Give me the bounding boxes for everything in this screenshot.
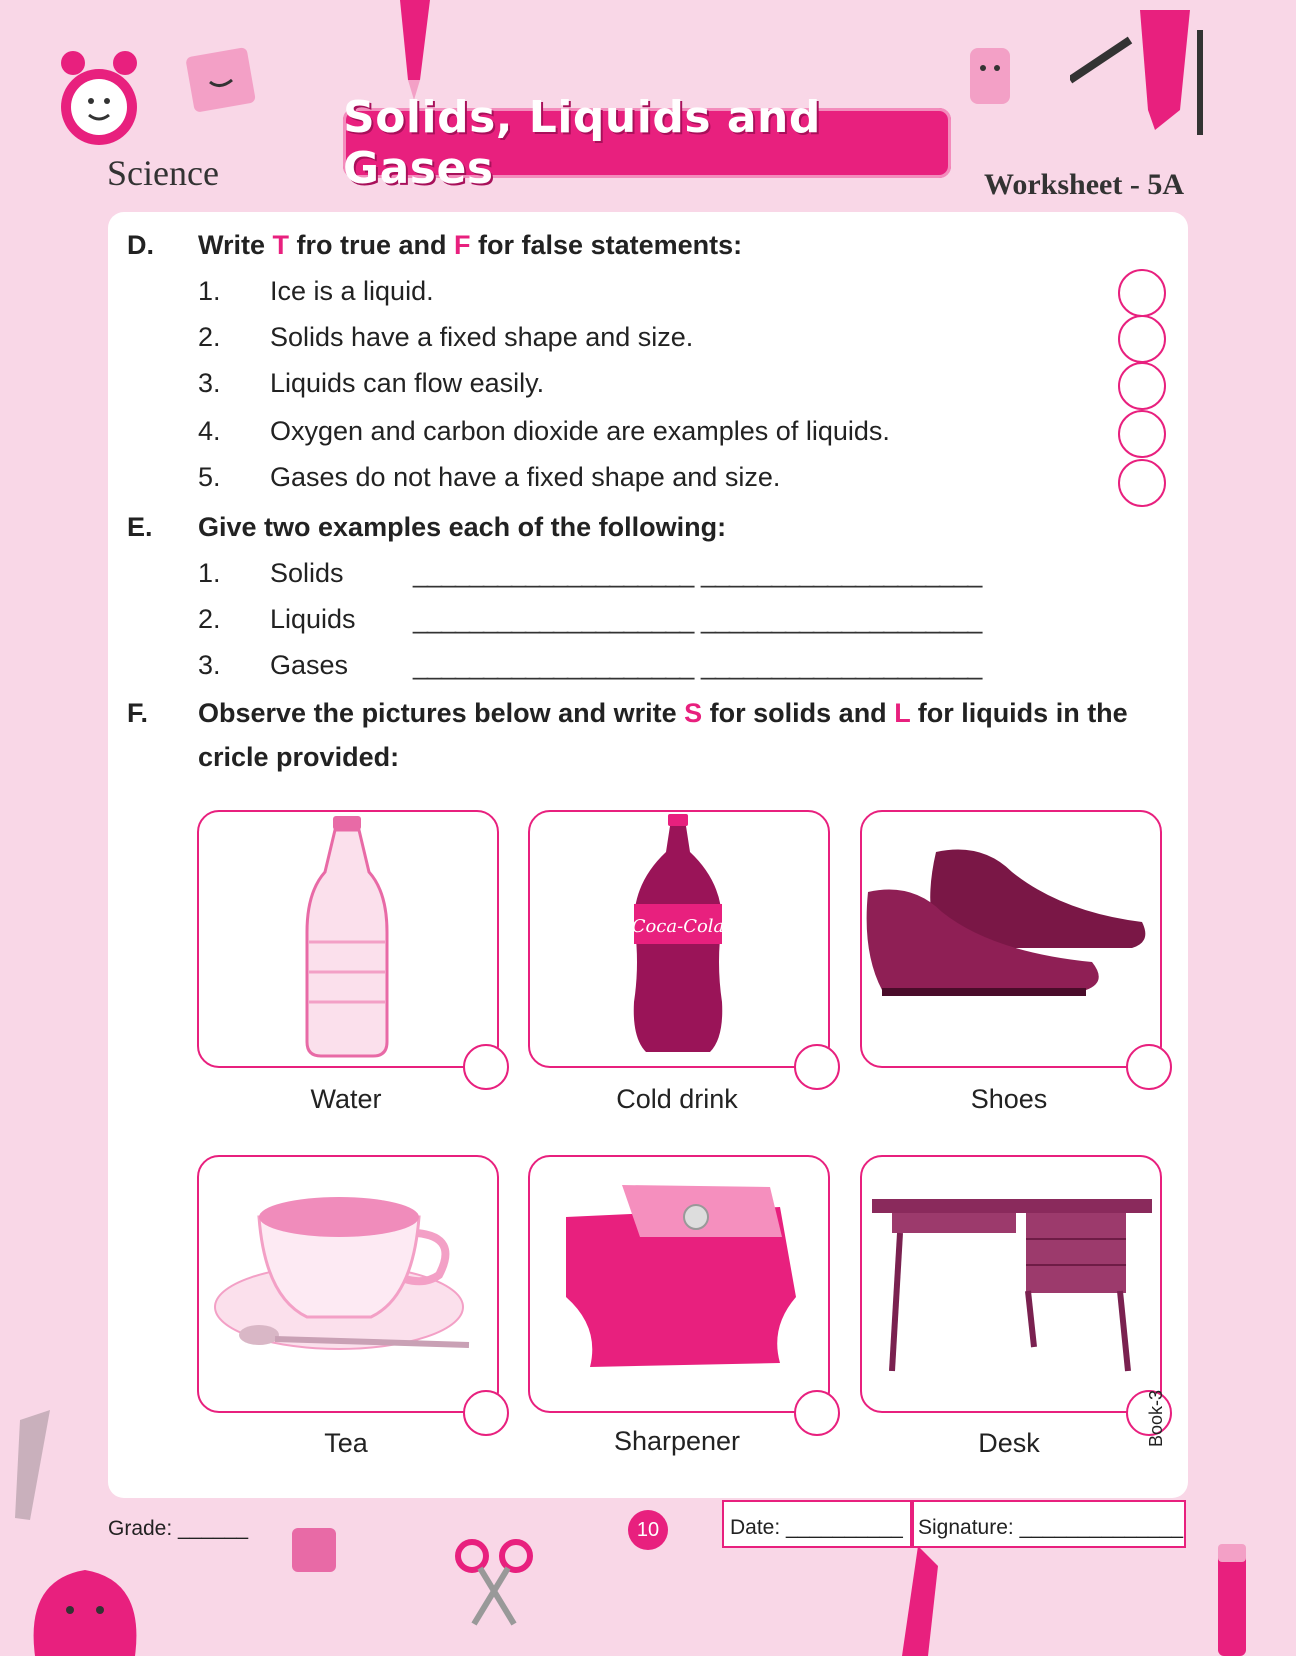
shoes-icon: [862, 812, 1160, 1066]
section-d-letter: D.: [127, 230, 154, 260]
picture-card-shoes: [860, 810, 1162, 1068]
worksheet-number: Worksheet - 5A: [984, 168, 1184, 201]
sharpener-icon: [530, 1157, 828, 1411]
statement-number: 3.: [198, 368, 221, 398]
statement-number: 1.: [198, 276, 221, 306]
section-f-title-text-mid: for solids and: [702, 698, 895, 728]
signature-field[interactable]: Signature: ______________: [918, 1516, 1184, 1539]
pencils-character-icon: [1070, 10, 1210, 140]
answer-blank[interactable]: ____________________: [701, 650, 982, 680]
tea-cup-icon: [199, 1157, 497, 1411]
subject-label: Science: [107, 153, 219, 193]
answer-circle[interactable]: [1118, 315, 1166, 363]
statement-number: 4.: [198, 416, 221, 446]
answer-blank[interactable]: ____________________: [413, 604, 694, 634]
section-d-title: [198, 230, 742, 261]
water-bottle-icon: [199, 812, 497, 1066]
true-letter: T: [272, 230, 290, 260]
worksheet-title-banner: [343, 92, 951, 194]
desk-icon: [862, 1157, 1160, 1411]
example-number: 2.: [198, 604, 221, 634]
scissors-icon: [454, 1536, 534, 1626]
backpack-character-icon: [15, 1540, 155, 1656]
sharpener-character-icon: [284, 1522, 344, 1592]
date-box: [722, 1500, 912, 1548]
false-letter: F: [454, 230, 471, 260]
picture-card-water: [197, 810, 499, 1068]
picture-caption: Tea: [324, 1428, 368, 1458]
example-category: Liquids: [270, 604, 356, 634]
picture-caption: Sharpener: [613, 1426, 741, 1456]
answer-circle[interactable]: [1118, 362, 1166, 410]
section-d-title-text-mid: fro true and: [289, 230, 455, 260]
picture-caption: Desk: [978, 1428, 1040, 1458]
crayon-character-icon: [888, 1546, 958, 1656]
picture-card-tea: [197, 1155, 499, 1413]
answer-circle[interactable]: [1118, 459, 1166, 507]
statement-text: Ice is a liquid.: [270, 276, 434, 306]
page-number: 10: [628, 1510, 668, 1550]
answer-blank[interactable]: ____________________: [413, 558, 694, 588]
picture-card-cold-drink: [528, 810, 830, 1068]
example-category: Solids: [270, 558, 344, 588]
notepad-icon: [180, 42, 270, 122]
statement-text: Oxygen and carbon dioxide are examples of liquids.: [270, 416, 890, 446]
solid-letter: S: [684, 698, 703, 728]
picture-caption: Water: [310, 1084, 382, 1114]
answer-circle[interactable]: [1118, 269, 1166, 317]
statement-number: 5.: [198, 462, 221, 492]
section-d-title-text-end: for false statements:: [470, 230, 743, 260]
answer-blank[interactable]: ____________________: [701, 604, 982, 634]
cold-drink-brand: Coca-Cola: [631, 916, 725, 937]
example-category: Gases: [270, 650, 349, 680]
eraser-character-icon: [950, 40, 1030, 120]
example-number: 3.: [198, 650, 221, 680]
cold-drink-bottle-icon: [530, 812, 828, 1066]
picture-card-sharpener: [528, 1155, 830, 1413]
statement-number: 2.: [198, 322, 221, 352]
book-label: Book-3: [1146, 1390, 1166, 1448]
answer-blank[interactable]: ____________________: [701, 558, 982, 588]
picture-caption: Cold drink: [616, 1084, 738, 1114]
statement-text: Liquids can flow easily.: [270, 368, 545, 398]
answer-blank[interactable]: ____________________: [413, 650, 694, 680]
section-f-letter: F.: [127, 698, 149, 728]
grade-field[interactable]: Grade: ______: [108, 1517, 249, 1540]
example-number: 1.: [198, 558, 221, 588]
picture-card-desk: [860, 1155, 1162, 1413]
page-title: Solids, Liquids and Gases: [343, 92, 821, 194]
statement-text: Solids have a fixed shape and size.: [270, 322, 694, 352]
section-e-letter: E.: [127, 512, 153, 542]
date-field[interactable]: Date: __________: [730, 1516, 903, 1539]
section-f-title-text-end: for liquids in the: [910, 698, 1128, 728]
section-f-title: [198, 698, 1168, 729]
pen-character-icon: [1192, 1540, 1272, 1656]
section-f-title-text: Observe the pictures below and write: [198, 698, 685, 728]
picture-caption: Shoes: [970, 1084, 1048, 1114]
ruler-character-icon: [10, 1410, 90, 1530]
statement-text: Gases do not have a fixed shape and size.: [270, 462, 781, 492]
signature-box: [912, 1500, 1186, 1548]
section-d-title-text: Write: [198, 230, 273, 260]
section-e-title: Give two examples each of the following:: [198, 512, 727, 542]
section-f-title-line2: cricle provided:: [198, 742, 400, 772]
alarm-clock-icon: [55, 45, 145, 155]
liquid-letter: L: [894, 698, 911, 728]
answer-circle[interactable]: [1118, 410, 1166, 458]
